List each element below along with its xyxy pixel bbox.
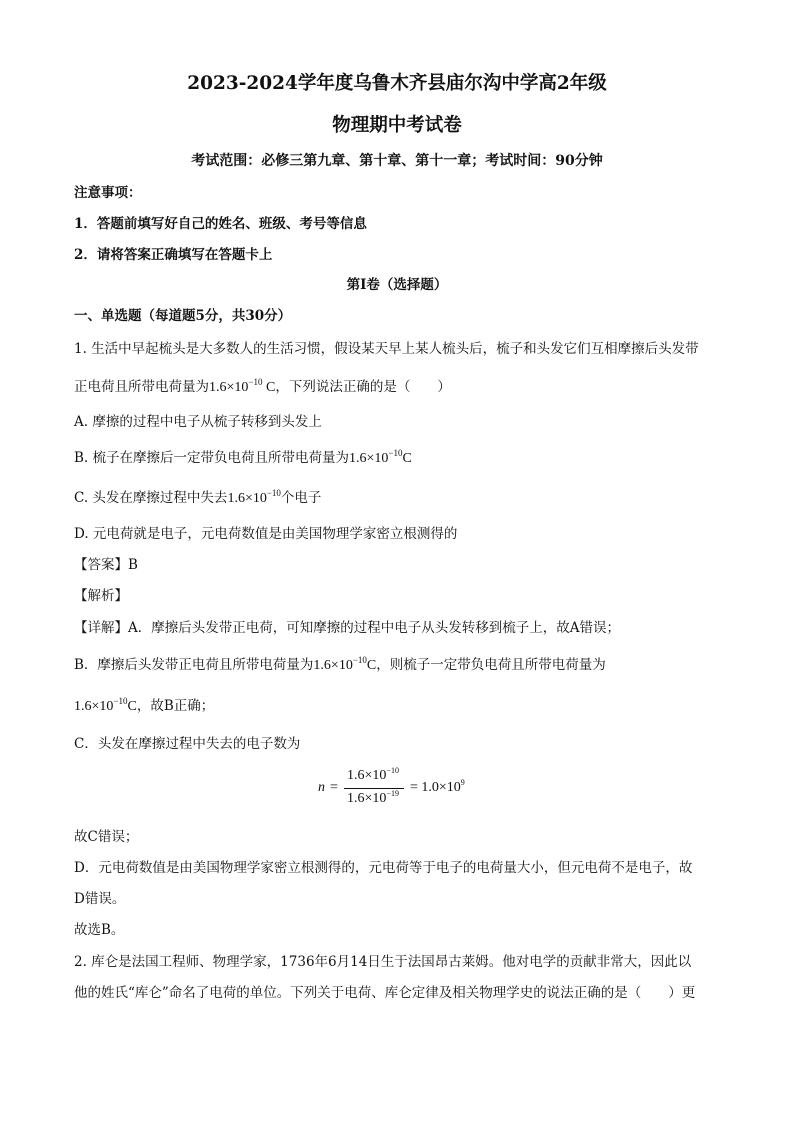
- part-title: 第I卷（选择题）: [346, 277, 448, 293]
- q1-option-b-charge: $1.6\times 10^{-10}C$: [349, 448, 412, 466]
- detail-conclusion: 故选B。: [74, 922, 125, 938]
- detail-line-d1: D．元电荷数值是由美国物理学家密立根测得的，元电荷等于电子的电荷量大小，但元电荷不是电子，故: [74, 860, 693, 876]
- detail-line-d2: D错误。: [74, 891, 126, 907]
- notice-heading: 注意事项：: [74, 185, 142, 201]
- formula-denominator: $1.6\times 10^{-19}$: [347, 789, 399, 806]
- detail-line-b1: B．摩擦后头发带正电荷且所带电荷量为$1.6\times 10^{-10}C$，则梳子一定带负电荷且所带电荷量为: [74, 655, 606, 673]
- detail-charge-2: $1.6\times 10^{-10}C$: [74, 696, 137, 714]
- exam-range: 考试范围：必修三第九章、第十章、第十一章；考试时间：90分钟: [191, 153, 603, 169]
- formula-numerator: $1.6\times 10^{-10}$: [347, 766, 399, 783]
- q1-option-a: A. 摩擦的过程中电子从梳子转移到头发上: [74, 414, 322, 430]
- detail-tag: 【详解】: [74, 620, 128, 636]
- q1-option-c-count: $1.6\times 10^{-10}$: [227, 488, 281, 506]
- q1-option-d: D. 元电荷就是电子，元电荷数值是由美国物理学家密立根测得的: [74, 526, 458, 542]
- exam-title: 2023-2024学年度乌鲁木齐县庙尔沟中学高2年级: [187, 73, 607, 94]
- q1-charge: $1.6\times 10^{-10}$ C: [209, 377, 276, 395]
- q1-stem-question: ，下列说法正确的是（ ）: [275, 379, 451, 395]
- detail-line-c: C．头发在摩擦过程中失去的电子数为: [74, 736, 301, 752]
- formula-equals: =: [330, 780, 338, 795]
- detail-line-a: 【详解】A．摩擦后头发带正电荷，可知摩擦的过程中电子从头发转移到梳子上，故A错误；: [74, 620, 620, 636]
- q1-stem-line1: 1. 生活中早起梳头是大多数人的生活习惯，假设某天早上某人梳头后，梳子和头发它们互相摩擦后头发带: [74, 341, 699, 357]
- q1-stem-text: 正电荷且所带电荷量为: [74, 379, 209, 395]
- detail-line-c-end: 故C错误；: [74, 829, 139, 845]
- notice-item-2: 2．请将答案正确填写在答题卡上: [74, 247, 273, 263]
- answer-value: B: [128, 557, 138, 573]
- detail-charge: $1.6\times 10^{-10}C$: [313, 655, 377, 673]
- q2-stem-line1: 2. 库仑是法国工程师、物理学家，1736年6月14日生于法国昂古莱姆。他对电学的贡献非常大，因此以: [74, 954, 692, 970]
- notice-item-1: 1．答题前填写好自己的姓名、班级、考号等信息: [74, 216, 367, 232]
- section-heading: 一、单选题（每道题5分，共30分）: [74, 308, 292, 324]
- detail-line-b2: $1.6\times 10^{-10}C$，故B正确；: [74, 696, 215, 714]
- q2-stem-line2: 他的姓氏“库仑”命名了电荷的单位。下列关于电荷、库仑定律及相关物理学史的说法正确的是（ ）更: [74, 985, 696, 1001]
- formula-n: n: [318, 780, 325, 795]
- formula-result: = $1.0\times 10^9$: [410, 778, 465, 795]
- q1-stem-line2: [74, 378, 451, 397]
- answer-tag: 【答案】: [74, 557, 128, 573]
- q1-answer: [74, 556, 138, 574]
- q1-option-c: C. 头发在摩擦过程中失去$1.6\times 10^{-10}$个电子: [74, 488, 322, 506]
- q1-option-b: B. 梳子在摩擦后一定带负电荷且所带电荷量为$1.6\times 10^{-10}C$: [74, 448, 412, 466]
- exam-subtitle: 物理期中考试卷: [332, 115, 462, 136]
- analysis-tag: 【解析】: [74, 588, 128, 604]
